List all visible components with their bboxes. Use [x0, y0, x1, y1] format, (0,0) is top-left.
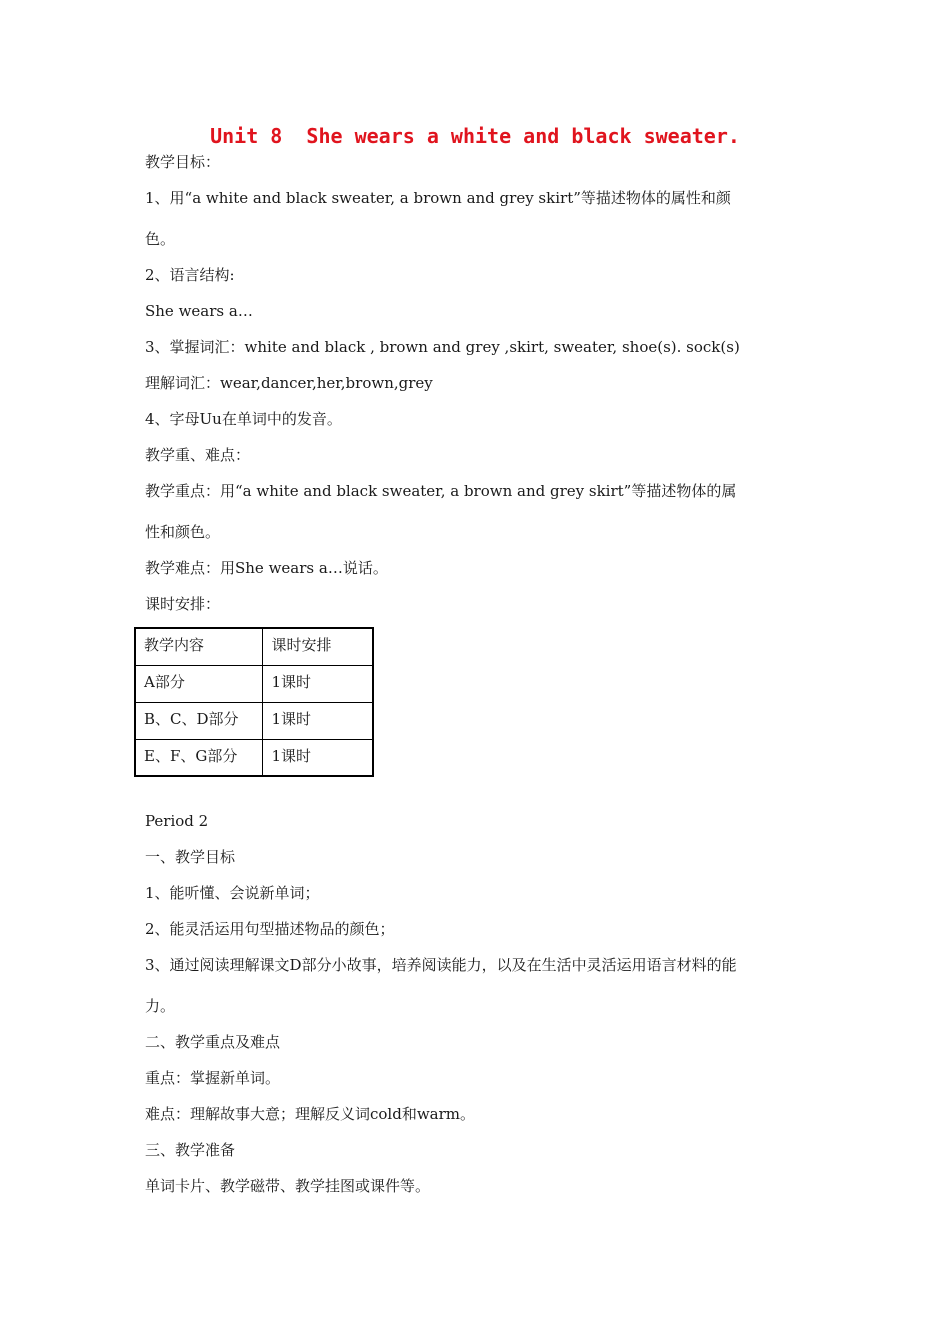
document-title: Unit 8 She wears a white and black sweater. [210, 124, 740, 148]
understand-vocab: 理解词汇：wear,dancer,her,brown,grey [145, 374, 433, 392]
table-row [135, 665, 373, 702]
section-2-heading: 二、教学重点及难点 [145, 1033, 281, 1051]
key-point: 教学重点：用“a white and black sweater, a brown and grey skirt”等描述物体的属 [145, 482, 737, 500]
heading-key-points: 教学重、难点： [145, 446, 251, 464]
key-point-cont: 性和颜色。 [145, 523, 221, 541]
schedule-table [134, 627, 374, 777]
table-cell: 1课时 [263, 702, 373, 739]
period-label: Period 2 [145, 812, 209, 830]
section-1-heading: 一、教学目标 [145, 848, 236, 866]
structure-example: She wears a… [145, 302, 253, 320]
table-row [135, 739, 373, 776]
table-row [135, 628, 373, 665]
table-row [135, 702, 373, 739]
section-3-heading: 三、教学准备 [145, 1141, 236, 1159]
difficult-point: 教学难点：用She wears a…说话。 [145, 559, 388, 577]
difficult-point-2: 难点：理解故事大意；理解反义词cold和warm。 [145, 1105, 476, 1123]
table-cell: A部分 [135, 665, 263, 702]
goal-2: 2、能灵活运用句型描述物品的颜色； [145, 920, 395, 938]
table-cell: 1课时 [263, 665, 373, 702]
heading-objectives: 教学目标： [145, 153, 221, 171]
objective-3: 3、掌握词汇：white and black , brown and grey ,skirt, sweater, shoe(s). sock(s) [145, 338, 740, 356]
key-point-2: 重点：掌握新单词。 [145, 1069, 281, 1087]
goal-3: 3、通过阅读理解课文D部分小故事，培养阅读能力，以及在生活中灵活运用语言材料的能 [145, 956, 737, 974]
table-header-content: 教学内容 [135, 628, 263, 665]
table-cell: B、C、D部分 [135, 702, 263, 739]
goal-1: 1、能听懂、会说新单词； [145, 884, 320, 902]
goal-3-cont: 力。 [145, 997, 176, 1015]
table-header-periods: 课时安排 [263, 628, 373, 665]
table-cell: E、F、G部分 [135, 739, 263, 776]
objective-2: 2、语言结构: [145, 266, 235, 284]
objective-1-cont: 色。 [145, 230, 176, 248]
materials: 单词卡片、教学磁带、教学挂图或课件等。 [145, 1177, 431, 1195]
table-cell: 1课时 [263, 739, 373, 776]
heading-schedule: 课时安排： [145, 595, 221, 613]
objective-4: 4、字母Uu在单词中的发音。 [145, 410, 342, 428]
objective-1: 1、用“a white and black sweater, a brown and grey skirt”等描述物体的属性和颜 [145, 189, 731, 207]
